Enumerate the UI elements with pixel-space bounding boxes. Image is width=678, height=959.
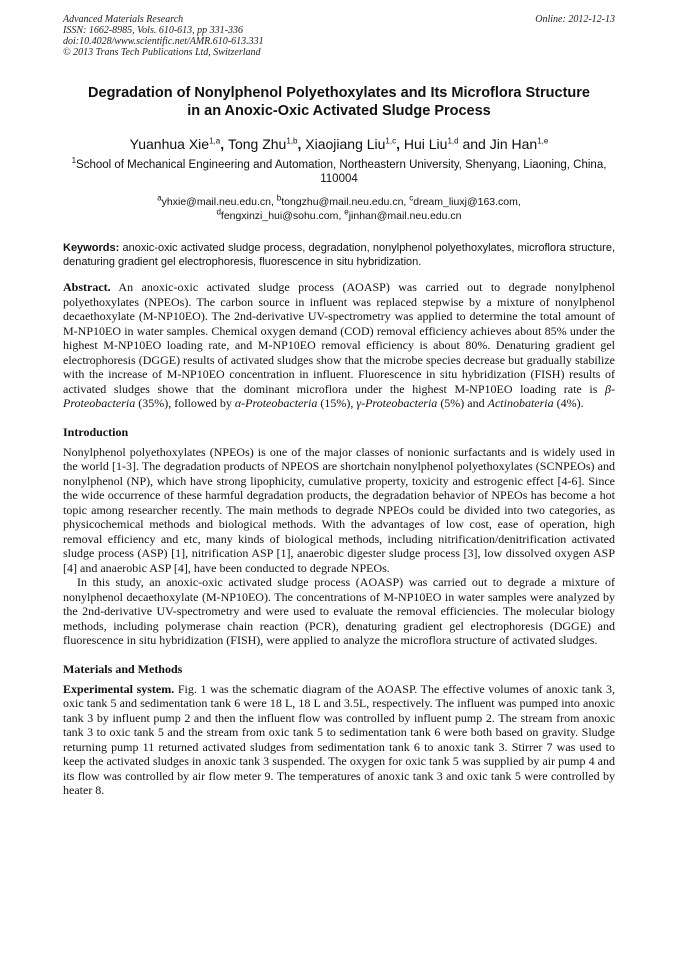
email-mark: e [344,207,349,217]
author-name: Xiaojiang Liu [305,136,386,152]
email-mark: b [276,193,282,203]
online-date: Online: 2012-12-13 [535,14,615,25]
email-address[interactable]: fengxinzi_hui@sohu.com, [220,210,345,222]
email-line-1 [63,195,615,209]
section-heading-methods: Materials and Methods [63,661,183,676]
title-line-1: Degradation of Nonylphenol Polyethoxylates and Its Microflora Structure [88,85,590,101]
author-name: Jin Han [489,136,538,152]
author-affiliation-mark: 1,b [286,136,298,146]
author-separator: and [458,136,490,152]
journal-issn: ISSN: 1662-8985, Vols. 610-613, pp 331-336 [63,25,243,36]
abstract-text: An anoxic-oxic activated sludge process (AOASP) was carried out to degrade nonylphenol polyethoxylates (NPEOs). The carbon source in influent was replaced stepwise by a mixture of nonylphenol decaethoxylate (M-NP10EO). The 2nd-derivative UV-spectrometry was applied to determine the total amount of M-NP10EO in water samples. Chemical oxygen demand (COD) removal efficiency achieves about 85% under the highest M-NP10EO loading rate, and M-NP10EO removal efficiency is about 80%. Denaturing gradient gel electrophoresis (DGGE) results of activated sludges show that the microbe species decrease but gradually stabilize with the increase of M-NP10EO concentration in influent. Fluorescence in situ hybridization (FISH) results of activated sludges showe that the dominant microflora under the highest M-NP10EO loading rate is [63,280,615,396]
email-address[interactable]: tongzhu@mail.neu.edu.cn, [281,196,410,208]
author-name: Yuanhua Xie [129,136,210,152]
introduction-paragraph-1: Nonylphenol polyethoxylates (NPEOs) is one of the major classes of nonionic surfactants and is widely used in the world [1-3]. The degradation products of NPEOS are shortchain nonylphenol polyethoxylates (SCNPEOs) and nonylphenol (NP), which have strong lipophicity, cumulative property, toxicity and estrogenic effect [4-6]. Since the wide occurrence of these harmful degradation products, the degradation behavior of NPEOs has become a hot topic among researcher recently. The main methods to degrade NPEOs could be divided into two categories, as physicochemical methods and biological methods. With the advantages of low cost, ease of operation, high removal efficiency and etc, many kinds of biological methods, including nitrification/denitrification activated sludge process (ASP) [1], nitrification ASP [1], anaerobic digester sludge process [3], low dissolved oxygen ASP [4] and anaerobic ASP [4], have been conducted to degrade NPEOs. [63,444,615,575]
email-mark: a [157,193,162,203]
author-affiliation-mark: 1,e [537,136,549,146]
abstract-text: (5%) and [437,396,488,410]
keywords [63,241,615,269]
abstract-text: (15%), [317,396,357,410]
author-separator: , [220,136,228,152]
author-affiliation-mark: 1,c [385,136,397,146]
taxon-name: α-Proteobacteria [234,396,318,410]
affiliation-text: School of Mechanical Engineering and Automation, Northeastern University, Shenyang, Liaoning, China, 110004 [76,159,607,185]
introduction-paragraph-2: In this study, an anoxic-oxic activated sludge process (AOASP) was carried out to degrade a mixture of nonylphenol decaethoxylate (M-NP10EO). The concentrations of M-NP10EO in water samples were analyzed by the 2nd-derivative UV-spectrometry and were used to evaluate the removal efficiencies. The molecular biology methods, including polymerase chain reaction (PCR), denaturing gradient gel electrophoresis (DGGE) and fluorescence in situ hybridization (FISH), were applied to analyze the microflora structure of activated sludges. [63,575,615,647]
affiliation-mark: 1 [71,156,77,166]
email-mark: d [216,207,221,217]
paper-page [63,14,615,798]
author-affiliation-mark: 1,a [209,136,221,146]
author-list [63,135,615,153]
journal-name: Advanced Materials Research [63,14,184,25]
taxon-name: β-Proteobacteria [63,381,615,410]
author-separator: , [396,136,404,152]
author-affiliation-mark: 1,d [447,136,459,146]
journal-doi[interactable]: doi:10.4028/www.scientific.net/AMR.610-613.331 [63,36,264,47]
affiliation [63,158,615,186]
section-heading-introduction: Introduction [63,424,129,439]
methods-paragraph [63,682,615,798]
subsection-lead: Experimental system. [63,681,175,696]
email-address[interactable]: yhxie@mail.neu.edu.cn, [161,196,277,208]
taxon-name: γ-Proteobacteria [356,396,438,410]
abstract-text: (35%), followed by [135,396,235,410]
abstract-text: (4%). [553,396,584,410]
keywords-text: anoxic-oxic activated sludge process, degradation, nonylphenol polyethoxylates, microflora structure, denaturing gradient gel electrophoresis, fluorescence in situ hybridization. [63,242,615,268]
journal-header [63,14,615,58]
author-emails [63,195,615,223]
author-name: Hui Liu [403,136,448,152]
email-mark: c [409,193,414,203]
email-address[interactable]: jinhan@mail.neu.edu.cn [348,210,462,222]
abstract-label: Abstract. [63,280,111,294]
title-line-2: in an Anoxic-Oxic Activated Sludge Process [187,103,491,119]
keywords-label: Keywords: [63,242,120,254]
journal-copyright: © 2013 Trans Tech Publications Ltd, Switzerland [63,47,261,58]
email-line-2 [63,209,615,223]
paper-title [63,84,615,120]
author-name: Tong Zhu [227,136,287,152]
methods-text: Fig. 1 was the schematic diagram of the AOASP. The effective volumes of anoxic tank 3, oxic tank 5 and sedimentation tank 6 were 18 L, 18 L and 3.5L, respectively. The influent was pumped into anoxic tank 3 by influent pump 2 and then the influent flow was controlled by influent pump 2. The stream from anoxic tank 3 to oxic tank 5 and the stream from oxic tank 5 to sedimentation tank 6 were both based on gravity. Sludge returning pump 11 returned activated sludges from sedimentation tank 6 to anoxic tank 3. Stirrer 7 was used to keep the activated sludges in anoxic tank 3 suspended. The oxygen for oxic tank 5 was supplied by air pump 4 and its flow was controlled by air flow meter 9. The temperatures of anoxic tank 3 and oxic tank 5 were controlled by heater 8. [63,681,615,797]
email-address[interactable]: dream_liuxj@163.com, [413,196,521,208]
abstract [63,280,615,411]
author-separator: , [297,136,306,152]
taxon-name: Actinobateria [487,396,554,410]
